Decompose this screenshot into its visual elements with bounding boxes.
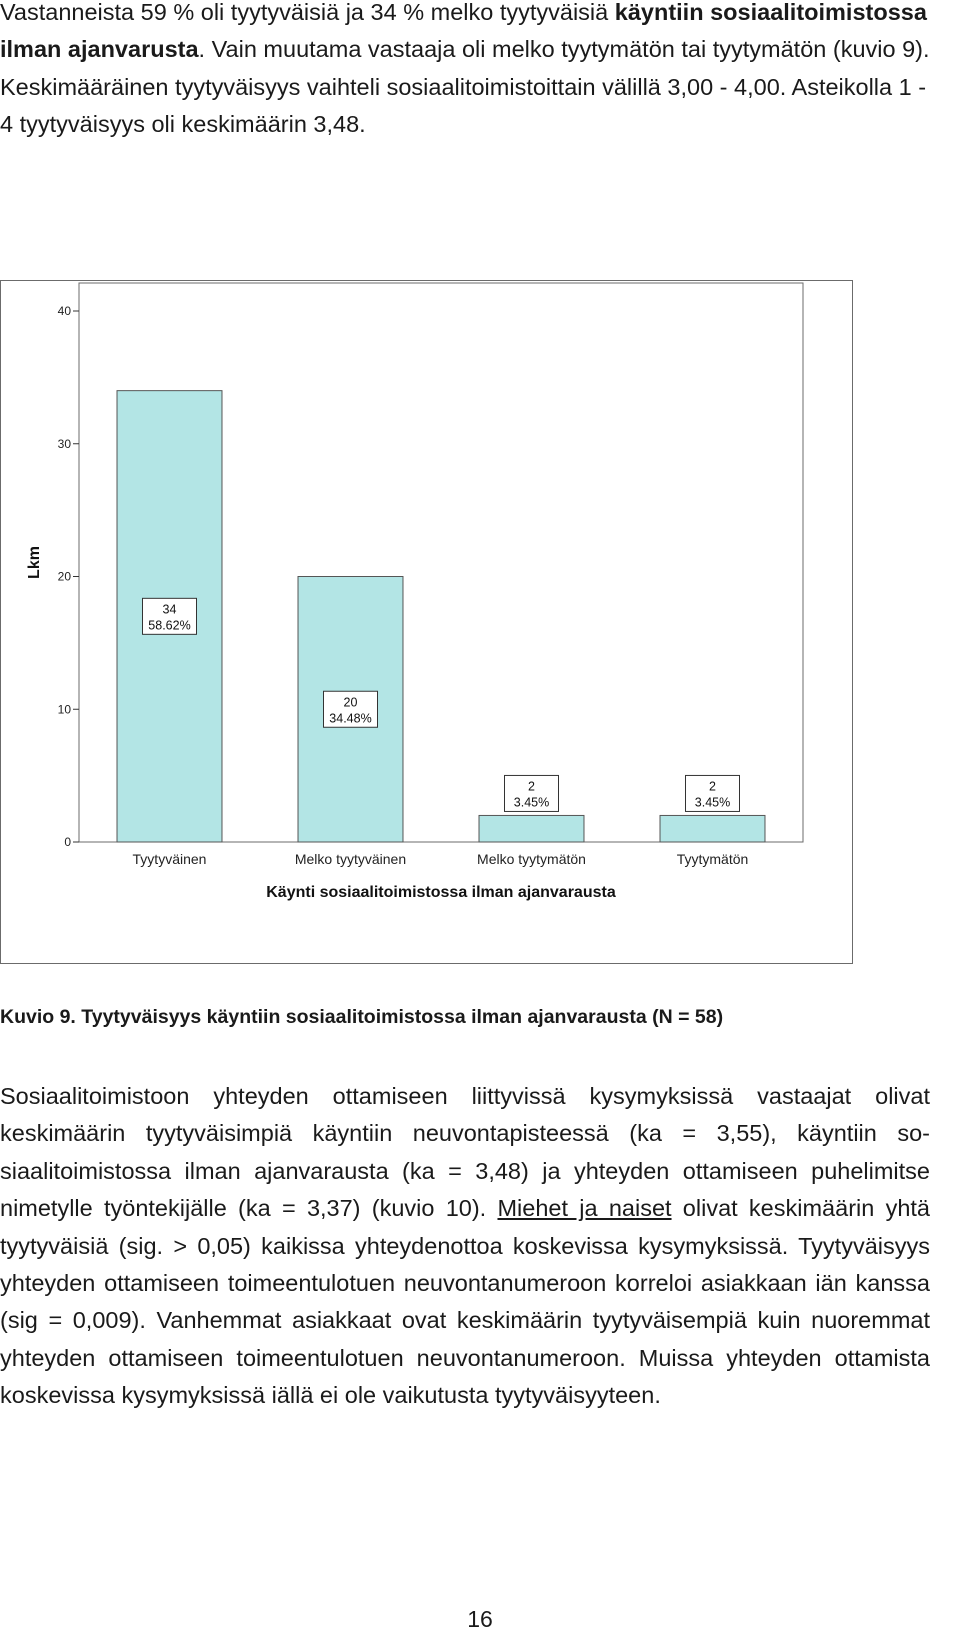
data-label-percent: 3.45% — [513, 795, 550, 810]
intro-text-prefix: Vastanneista 59 % oli tyytyväisiä ja 34 % melko tyytyväisiä — [0, 0, 615, 25]
bar — [479, 815, 584, 842]
body-paragraph — [0, 1078, 930, 1415]
y-axis-label: Lkm — [26, 546, 43, 579]
y-tick-label: 40 — [57, 304, 71, 318]
body-text-part1: Sosiaalitoimistoon yhteyden ottamiseen liittyvissä kysymyksissä vastaajat olivat keskimäärin tyytyväisimpiä käyntiin neuvontapisteessä (ka = 3,55), käyntiin sosiaalitoimistossa ilman ajanvarausta (ka = 3,48) ja yhteyden ottamiseen puhelimitse nimetylle työntekijälle (ka = 3,37) (kuvio 10). — [0, 1083, 930, 1222]
data-label-count: 2 — [528, 779, 535, 794]
y-tick-label: 10 — [57, 702, 71, 717]
bar — [660, 815, 765, 842]
page-number: 16 — [467, 1606, 493, 1632]
data-label-count: 20 — [343, 695, 358, 710]
body-text-part2: olivat keskimäärin yhtä tyytyväisiä (sig. > 0,05) kaikissa yhteydenottoa koskevissa kysymyksissä. Tyytyväisyys yhteyden ottamiseen toimeentulotuen neuvontanumeroon korreloi asiakkaan iän kanssa (sig = 0,009). Vanhemmat asiakkaat ovat keskimäärin tyytyväisempiä kuin nuoremmat yhteyden ottamiseen toimeentulotuen neuvontanumeroon. Muissa yhteyden ottamista koskevissa kysymyksissä iällä ei ole vaikutusta tyytyväisyyteen. — [0, 1195, 930, 1409]
body-text-underlined: Miehet ja naiset — [497, 1195, 672, 1222]
x-axis-label: Käynti sosiaalitoimistossa ilman ajanvarausta — [266, 884, 616, 901]
data-label-percent: 58.62% — [148, 618, 191, 633]
x-tick-label: Melko tyytymätön — [477, 851, 586, 867]
x-tick-label: Tyytyväinen — [132, 851, 207, 867]
intro-text-bold: käyntiin sosiaalitoimistossa ilman ajanvarusta — [0, 0, 927, 63]
data-label-count: 34 — [162, 602, 177, 617]
y-tick-label: 30 — [57, 436, 71, 451]
x-tick-label: Tyytymätön — [676, 851, 749, 867]
x-tick-label: Melko tyytyväinen — [294, 851, 407, 867]
figure-caption: Kuvio 9. Tyytyväisyys käyntiin sosiaalitoimistossa ilman ajanvarausta (N = 58) — [0, 1006, 724, 1028]
intro-paragraph — [0, 0, 930, 144]
data-label-percent: 3.45% — [694, 795, 731, 810]
y-tick-label: 20 — [57, 569, 71, 584]
data-label-percent: 34.48% — [329, 711, 372, 726]
data-label-count: 2 — [709, 779, 716, 794]
y-tick-label: 0 — [64, 835, 71, 849]
bar-chart-frame — [0, 280, 853, 964]
bar-chart — [1, 281, 854, 965]
intro-text-suffix: . Vain muutama vastaaja oli melko tyytymätön tai tyytymätön (kuvio 9). Keskimääräinen tyytyväisyys vaihteli sosiaalitoimistoittain välillä 3,00 - 4,00. Asteikolla 1 - 4 tyytyväisyys oli keskimäärin 3,48. — [0, 36, 930, 138]
